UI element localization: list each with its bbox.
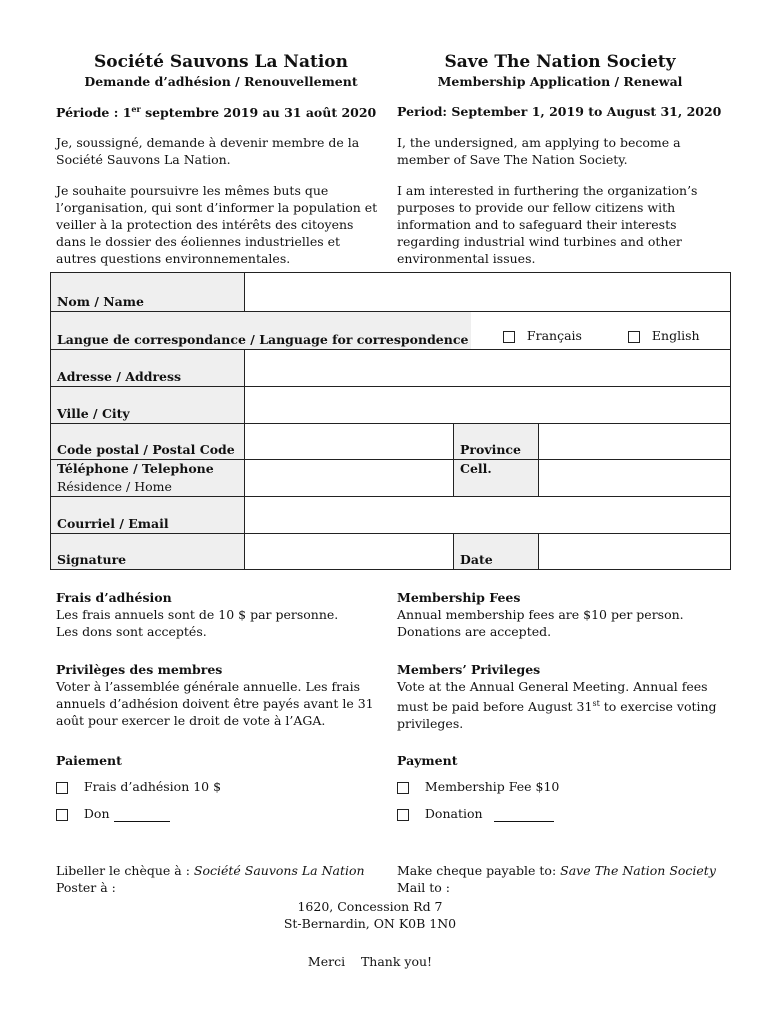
name-label: Nom / Name [51,273,244,311]
language-label: Langue de correspondance / Language for correspondence [51,312,471,349]
english-donation-option[interactable]: Donation [397,805,554,822]
english-privileges: Members’ Privileges Vote at the Annual General Meeting. Annual fees must be paid before August 31st to exercise voting privileges. [397,662,717,732]
french-privileges: Privilèges des membres Voter à l’assemblée générale annuelle. Les frais annuels d’adhésion doivent être payés avant le 31 août pour exercer le droit de vote à l’AGA. [56,662,374,728]
english-period: Period: September 1, 2019 to August 31, 2020 [397,104,722,119]
address-field[interactable] [245,350,730,386]
telephone-field[interactable] [245,460,453,496]
english-intro-2: I am interested in furthering the organization’s purposes to provide our fellow citizens with information and to safeguard their interests regarding industrial wind turbines and other environmental issues. [397,183,698,266]
cell-field[interactable] [539,460,730,496]
english-donation-blank[interactable] [494,809,554,822]
thank-you: Merci Thank you! [307,954,433,969]
english-subtitle: Membership Application / Renewal [437,74,683,89]
french-payment-title: Paiement [56,753,122,768]
postal-code-field[interactable] [245,424,453,459]
english-fee-option[interactable]: Membership Fee $10 [397,778,559,795]
date-label: Date [454,534,538,569]
province-field[interactable] [539,424,730,459]
signature-field[interactable] [245,534,453,569]
english-fees: Membership Fees Annual membership fees are $10 per person. Donations are accepted. [397,590,684,639]
checkbox-french[interactable] [503,331,515,343]
english-title: Save The Nation Society [444,52,676,72]
date-field[interactable] [539,534,730,569]
option-english[interactable]: English [628,328,700,343]
option-french[interactable]: Français [503,328,582,343]
signature-label: Signature [51,534,244,569]
french-subtitle: Demande d’adhésion / Renouvellement [84,74,358,89]
email-field[interactable] [245,497,730,533]
checkbox-english[interactable] [628,331,640,343]
checkbox-french-donation[interactable] [56,809,68,821]
french-donation-blank[interactable] [114,809,170,822]
checkbox-english-donation[interactable] [397,809,409,821]
french-cheque-info: Libeller le chèque à : Société Sauvons La Nation Poster à : [56,863,365,895]
name-field[interactable] [245,273,730,311]
checkbox-french-fee[interactable] [56,782,68,794]
address-label: Adresse / Address [51,350,244,386]
telephone-label: Téléphone / Telephone Résidence / Home [51,460,244,496]
email-label: Courriel / Email [51,497,244,533]
french-intro-2: Je souhaite poursuivre les mêmes buts que l’organisation, qui sont d’informer la population et veiller à la protection des intérêts des citoyens dans le dossier des éoliennes industrielles et autres questions environnementales. [56,183,378,266]
english-payment-title: Payment [397,753,458,768]
city-label: Ville / City [51,387,244,423]
mailing-address: 1620, Concession Rd 7 St-Bernardin, ON K0B 1N0 [283,899,457,931]
cell-label: Cell. [454,460,538,496]
french-period: Période : 1er septembre 2019 au 31 août 2020 [56,104,377,121]
french-intro-1: Je, soussigné, demande à devenir membre de la Société Sauvons La Nation. [56,135,360,167]
postal-code-label: Code postal / Postal Code [51,424,244,459]
french-fees: Frais d’adhésion Les frais annuels sont de 10 $ par personne. Les dons sont acceptés. [56,590,339,639]
membership-form-table [50,272,731,570]
city-field[interactable] [245,387,730,423]
french-fee-option[interactable]: Frais d’adhésion 10 $ [56,778,221,795]
english-cheque-info: Make cheque payable to: Save The Nation Society Mail to : [397,863,716,895]
province-label: Province [454,424,538,459]
french-title: Société Sauvons La Nation [94,52,348,72]
english-intro-1: I, the undersigned, am applying to become a member of Save The Nation Society. [397,135,681,167]
checkbox-english-fee[interactable] [397,782,409,794]
french-donation-option[interactable]: Don [56,805,170,822]
